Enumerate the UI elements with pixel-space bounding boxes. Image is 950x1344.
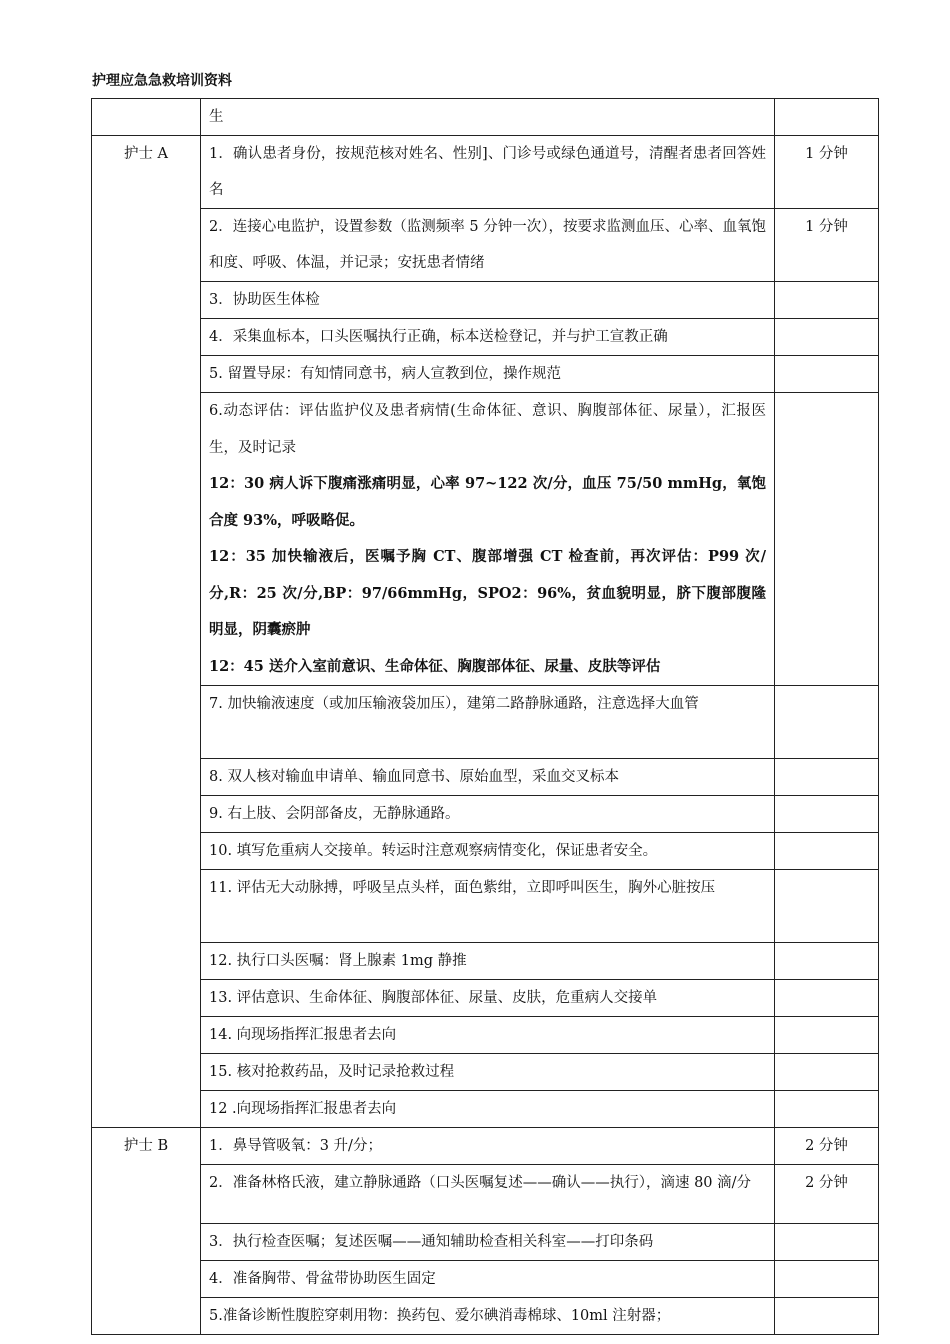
assessment-note-1230: 12：30 病人诉下腹痛涨痛明显，心率 97~122 次/分，血压 75/50 mmHg，氧饱合度 93%，呼吸略促。 <box>209 475 766 529</box>
step-cell: 12 .向现场指挥汇报患者去向 <box>201 1091 775 1128</box>
table-row <box>92 1054 879 1091</box>
time-cell <box>775 686 879 759</box>
time-cell <box>775 833 879 870</box>
table-row <box>92 1128 879 1165</box>
step-cell: 2．准备林格氏液，建立静脉通路（口头医嘱复述——确认——执行），滴速 80 滴/分 <box>201 1165 775 1224</box>
time-cell <box>775 1017 879 1054</box>
time-cell <box>775 1054 879 1091</box>
step-cell: 1．鼻导管吸氧：3 升/分； <box>201 1128 775 1165</box>
time-cell <box>775 393 879 686</box>
table-row <box>92 943 879 980</box>
step-cell: 4．采集血标本，口头医嘱执行正确，标本送检登记，并与护工宣教正确 <box>201 319 775 356</box>
time-cell <box>775 943 879 980</box>
step-cell: 13. 评估意识、生命体征、胸腹部体征、尿量、皮肤，危重病人交接单 <box>201 980 775 1017</box>
step-cell <box>201 393 775 686</box>
table-row <box>92 1017 879 1054</box>
table-row <box>92 1224 879 1261</box>
time-cell <box>775 1224 879 1261</box>
time-cell <box>775 759 879 796</box>
table-row <box>92 209 879 282</box>
step-cell: 生 <box>201 99 775 136</box>
time-cell <box>775 870 879 943</box>
step-cell: 10. 填写危重病人交接单。转运时注意观察病情变化，保证患者安全。 <box>201 833 775 870</box>
table-row <box>92 870 879 943</box>
role-cell <box>92 99 201 136</box>
table-row <box>92 136 879 209</box>
step-cell: 12. 执行口头医嘱：肾上腺素 1mg 静推 <box>201 943 775 980</box>
step-cell: 14. 向现场指挥汇报患者去向 <box>201 1017 775 1054</box>
time-cell: 2 分钟 <box>775 1165 879 1224</box>
table-row <box>92 319 879 356</box>
time-cell: 1 分钟 <box>775 209 879 282</box>
assessment-text: 6.动态评估：评估监护仪及患者病情(生命体征、意识、胸腹部体征、尿量），汇报医生，及时记录 <box>209 403 766 456</box>
time-cell <box>775 99 879 136</box>
assessment-note-1245: 12：45 送介入室前意识、生命体征、胸腹部体征、尿量、皮肤等评估 <box>209 657 661 675</box>
step-cell: 1．确认患者身份，按规范核对姓名、性别]、门诊号或绿色通道号，清醒者患者回答姓名 <box>201 136 775 209</box>
step-cell: 4．准备胸带、骨盆带协助医生固定 <box>201 1261 775 1298</box>
time-cell <box>775 356 879 393</box>
step-cell: 8. 双人核对输血申请单、输血同意书、原始血型，采血交叉标本 <box>201 759 775 796</box>
assessment-note-1235: 12：35 加快输液后，医嘱予胸 CT、腹部增强 CT 检查前，再次评估：P99 次/分,R：25 次/分,BP：97/66mmHg，SPO2：96%，贫血貌明显，脐下腹部腹隆明显，阴囊瘀肿 <box>209 548 766 638</box>
table-row <box>92 833 879 870</box>
time-cell <box>775 980 879 1017</box>
step-cell: 5.准备诊断性腹腔穿刺用物：换药包、爱尔碘消毒棉球、10ml 注射器； <box>201 1298 775 1335</box>
table-row <box>92 796 879 833</box>
table-row <box>92 759 879 796</box>
step-cell: 3．执行检查医嘱；复述医嘱——通知辅助检查相关科室——打印条码 <box>201 1224 775 1261</box>
time-cell <box>775 796 879 833</box>
step-cell: 15. 核对抢救药品，及时记录抢救过程 <box>201 1054 775 1091</box>
role-nurse-b: 护士 B <box>92 1128 201 1335</box>
table-row <box>92 686 879 759</box>
table-row <box>92 1165 879 1224</box>
time-cell <box>775 1261 879 1298</box>
time-cell <box>775 319 879 356</box>
table-row <box>92 99 879 136</box>
time-cell: 1 分钟 <box>775 136 879 209</box>
table-row <box>92 980 879 1017</box>
table-row <box>92 1091 879 1128</box>
procedure-table <box>91 98 879 1335</box>
step-cell: 5. 留置导尿：有知情同意书，病人宣教到位，操作规范 <box>201 356 775 393</box>
table-row <box>92 282 879 319</box>
table-row <box>92 1261 879 1298</box>
step-cell: 2．连接心电监护，设置参数（监测频率 5 分钟一次），按要求监测血压、心率、血氧饱和度、呼吸、体温，并记录；安抚患者情绪 <box>201 209 775 282</box>
step-cell: 11. 评估无大动脉搏，呼吸呈点头样，面色紫绀，立即呼叫医生，胸外心脏按压 <box>201 870 775 943</box>
time-cell: 2 分钟 <box>775 1128 879 1165</box>
step-cell: 9. 右上肢、会阴部备皮，无静脉通路。 <box>201 796 775 833</box>
step-cell: 7. 加快输液速度（或加压输液袋加压），建第二路静脉通路，注意选择大血管 <box>201 686 775 759</box>
time-cell <box>775 1091 879 1128</box>
role-nurse-a: 护士 A <box>92 136 201 1128</box>
time-cell <box>775 1298 879 1335</box>
table-row <box>92 1298 879 1335</box>
step-cell: 3．协助医生体检 <box>201 282 775 319</box>
time-cell <box>775 282 879 319</box>
document-header: 护理应急急救培训资料 <box>92 73 232 89</box>
table-row <box>92 356 879 393</box>
table-row <box>92 393 879 686</box>
